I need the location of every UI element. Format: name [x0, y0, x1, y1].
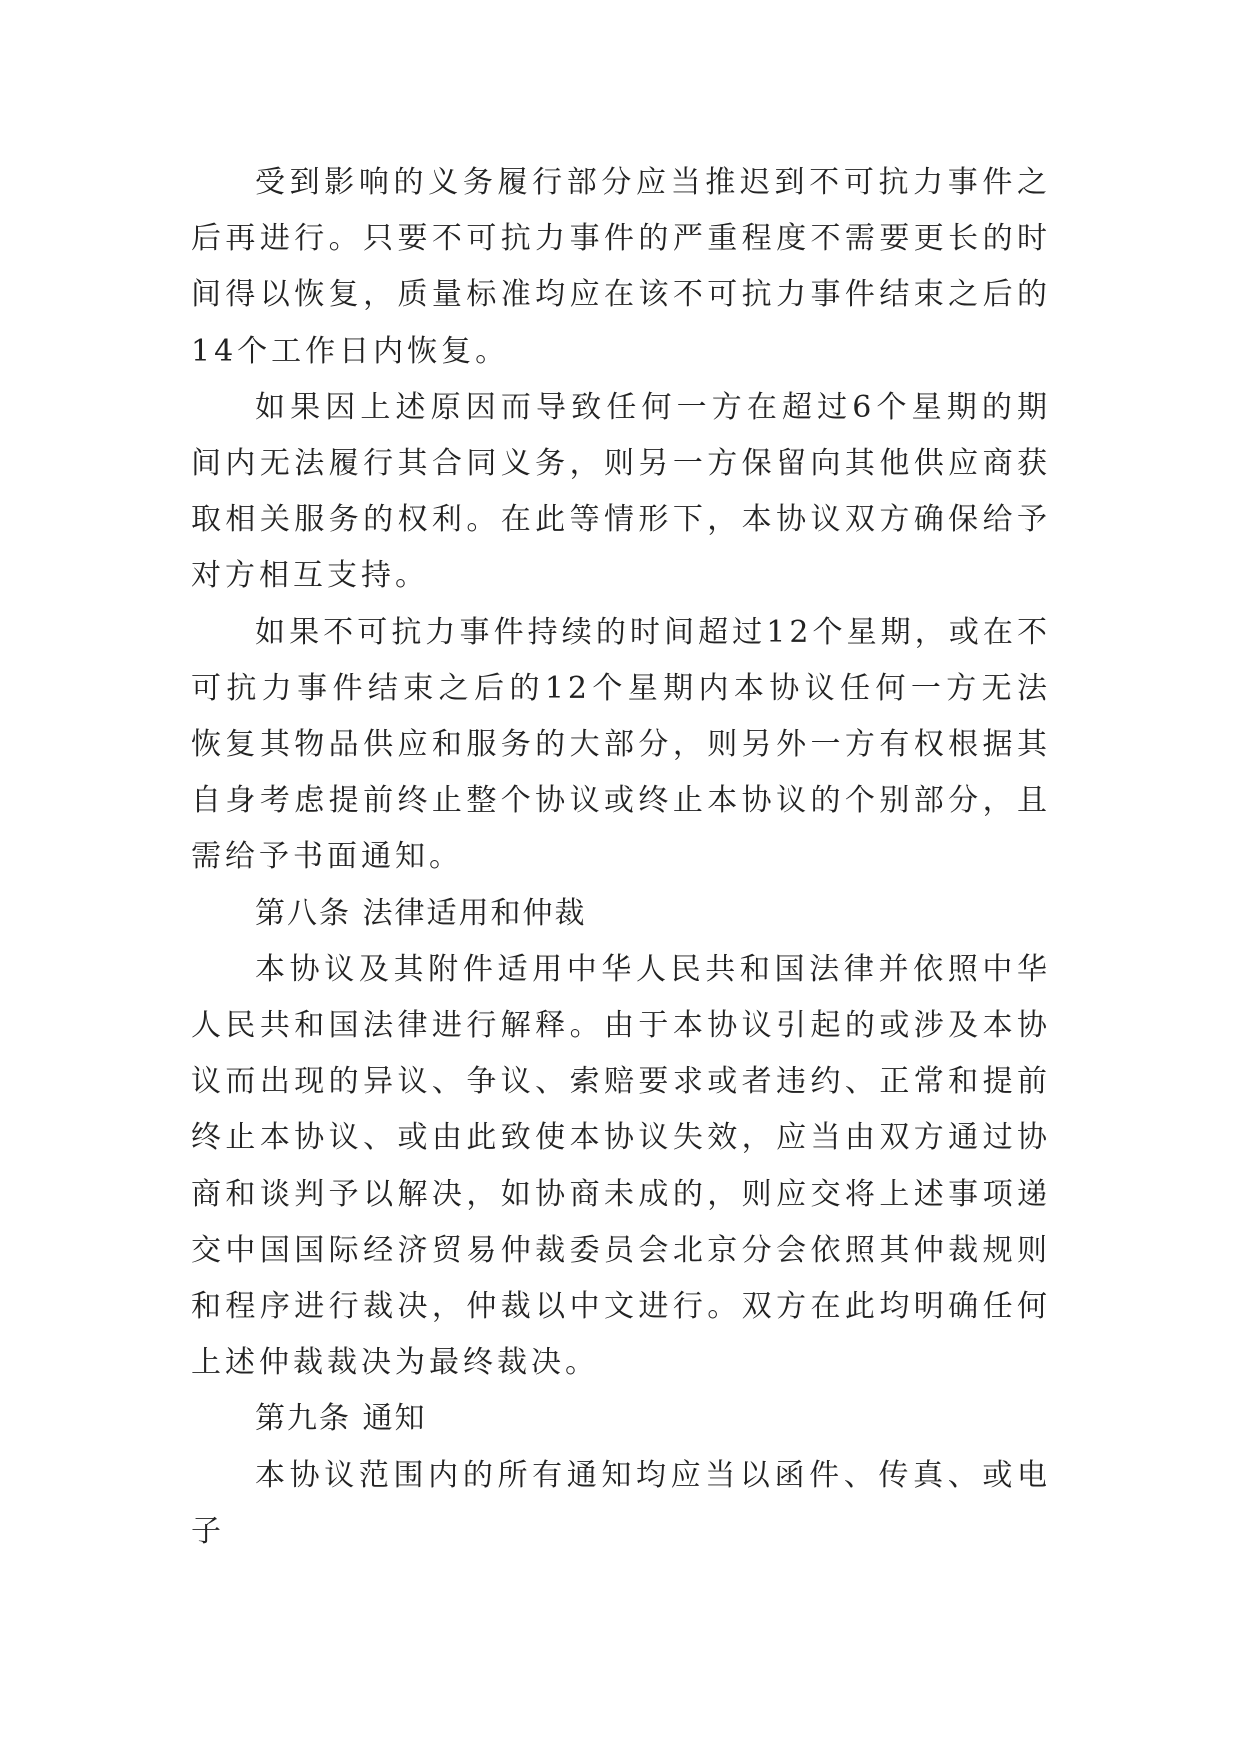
- paragraph-twelve-weeks: 如果不可抗力事件持续的时间超过12个星期，或在不可抗力事件结束之后的12个星期内本协议任何一方无法恢复其物品供应和服务的大部分，则另外一方有权根据其自身考虑提前终止整个协议或终止本协议的个别部分，且需给予书面通知。: [191, 614, 1051, 875]
- paragraph-force-majeure-resume: 受到影响的义务履行部分应当推迟到不可抗力事件之后再进行。只要不可抗力事件的严重程度不需要更长的时间得以恢复，质量标准均应在该不可抗力事件结束之后的14个工作日内恢复。: [191, 165, 1051, 369]
- article-8-heading: 第八条 法律适用和仲裁: [255, 895, 587, 931]
- document-body: [191, 155, 1051, 1560]
- article-9-heading: 第九条 通知: [255, 1401, 427, 1437]
- paragraph-six-weeks: 如果因上述原因而导致任何一方在超过6个星期的期间内无法履行其合同义务，则另一方保留向其他供应商获取相关服务的权利。在此等情形下，本协议双方确保给予对方相互支持。: [191, 389, 1051, 594]
- article-9-body: 本协议范围内的所有通知均应当以函件、传真、或电子: [191, 1457, 1051, 1549]
- article-8-body: 本协议及其附件适用中华人民共和国法律并依照中华人民共和国法律进行解释。由于本协议引起的或涉及本协议而出现的异议、争议、索赔要求或者违约、正常和提前终止本协议、或由此致使本协议失效，应当由双方通过协商和谈判予以解决，如协商未成的，则应交将上述事项递交中国国际经济贸易仲裁委员会北京分会依照其仲裁规则和程序进行裁决，仲裁以中文进行。双方在此均明确任何上述仲裁裁决为最终裁决。: [191, 951, 1051, 1381]
